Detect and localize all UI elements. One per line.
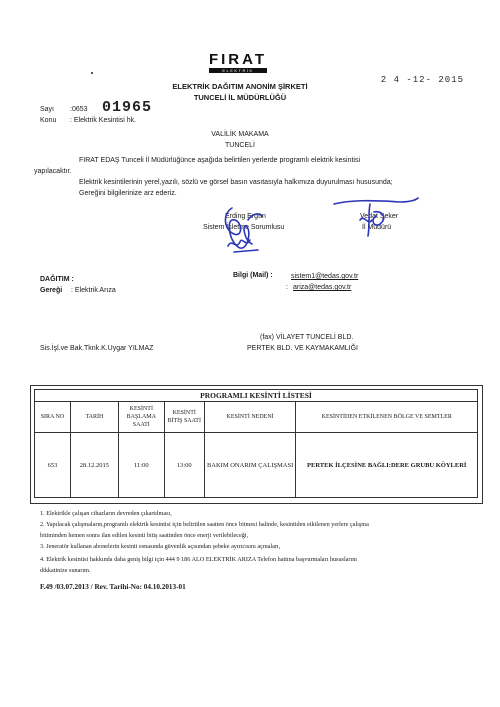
cell-bitis: 13:00 [164, 433, 204, 498]
note-4a: 4. Elektrik kesintisi hakkında daha geniş bilgi için 444 9 186 ALO ELEKTRİK ARIZA Telefon hattına başvurmaları hususlarını [40, 556, 358, 563]
cell-sira: 653 [35, 433, 71, 498]
signatory2-name: Vedat Şeker [360, 213, 399, 220]
signatory2-title: İl Müdürü [362, 224, 392, 231]
col-header-bolge: KESİNTİDEN ETKİLENEN BÖLGE VE SEMTLER [296, 402, 478, 433]
body-para1-line1: FIRAT EDAŞ Tunceli İl Müdürlüğünce aşağıda belirtilen yerlerde programlı elektrik kesintisi [79, 157, 361, 164]
signature-2 [330, 190, 420, 240]
note-1: 1. Elektrikle çalışan cihazların devreden çıkartılması, [40, 510, 172, 517]
logo-wordmark: FIRAT [208, 51, 268, 68]
mail-link-2[interactable]: ariza@tedas.gov.tr [293, 284, 352, 291]
company-name: ELEKTRİK DAĞITIM ANONİM ŞİRKETİ [172, 82, 308, 91]
cell-bolge: PERTEK İLÇESİNE BAĞLI:DERE GRUBU KÖYLERİ [296, 433, 478, 498]
geregi-value: : Elektrik Arıza [71, 287, 116, 294]
konu-label: Konu [40, 117, 57, 124]
table-row [35, 433, 478, 498]
body-para1-line2: yapılacaktır. [34, 168, 72, 175]
body-para2-line1: Elektrik kesintilerinin yerel,yazılı, sözlü ve görsel basın vasıtasıyla halkımıza duyurulması hususunda; [79, 179, 393, 186]
col-header-baslama: KESİNTİ BAŞLAMA SAATİ [118, 402, 164, 433]
signature-1 [218, 200, 288, 256]
mail-link-1[interactable]: sistem1@tedas.gov.tr [291, 273, 359, 280]
company-logo [203, 52, 273, 76]
signatory1-title: Sistem İşletme Sorumlusu [203, 224, 285, 231]
note-2a: 2. Yapılacak çalışmaların,programlı elektrik kesintisi için belirtilen saatten önce bitmesi halinde, kesintiden etkilenen yerlere çalışma [40, 521, 369, 528]
note-4b: dikkatinize sunarım. [40, 567, 91, 574]
note-3: 3. Jeneratör kullanan abonelerin kesinti esnasında güvenlik açısından şebeke ayırıcısını açmaları, [40, 543, 281, 550]
geregi-label: Gereği [40, 287, 63, 294]
document-date: 2 4 -12- 2015 [380, 75, 464, 85]
form-footer: F.49 /03.07.2013 / Rev. Tarihi-No: 04.10.2013-01 [40, 583, 186, 591]
bilgi-label: Bilgi (Mail) : [233, 272, 273, 279]
sayi-label: Sayı [40, 106, 55, 113]
directorate-name: TUNCELİ İL MÜDÜRLÜĞÜ [193, 93, 287, 102]
document-number: 01965 [102, 99, 153, 116]
col-header-bitis: KESİNTİ BİTİŞ SAATİ [164, 402, 204, 433]
cell-tarih: 28.12.2015 [70, 433, 118, 498]
logo-tagline: ELEKTRİK [209, 68, 267, 73]
technical-staff-line: Sis.İşl.ve Bak.Tknk.K.Uygar YILMAZ [40, 345, 154, 352]
signatory1-name: Erding Ergün [225, 213, 266, 220]
programmed-outage-table [34, 389, 478, 498]
fax-line2: PERTEK BLD. VE KAYMAKAMLIĞI [247, 345, 358, 352]
recipient-line2: TUNCELİ [225, 142, 255, 149]
dagitim-label: DAĞITIM : [40, 276, 74, 283]
konu-value: : Elektrik Kesintisi hk. [70, 117, 137, 124]
cell-neden: BAKIM ONARIM ÇALIŞMASI [204, 433, 296, 498]
sayi-value: :0653 [70, 106, 88, 113]
col-header-neden: KESİNTİ NEDENİ [204, 402, 296, 433]
recipient-line1: VALİLİK MAKAMA [211, 131, 269, 138]
fax-line1: (fax) VİLAYET TUNCELİ BLD. [260, 334, 354, 341]
col-header-tarih: TARİH [70, 402, 118, 433]
note-2b: bitiminden hemen sonra ilan edilen kesinti bitiş saatinden önce enerji verilebileceği, [40, 532, 249, 539]
body-para2-line2: Gereğini bilgilerinize arz ederiz. [79, 190, 177, 197]
table-title: PROGRAMLI KESİNTİ LİSTESİ [35, 390, 478, 402]
cell-baslama: 11:00 [118, 433, 164, 498]
speck-mark [91, 72, 93, 74]
mail2-prefix: : [286, 284, 288, 291]
col-header-sira: SIRA NO [35, 402, 71, 433]
